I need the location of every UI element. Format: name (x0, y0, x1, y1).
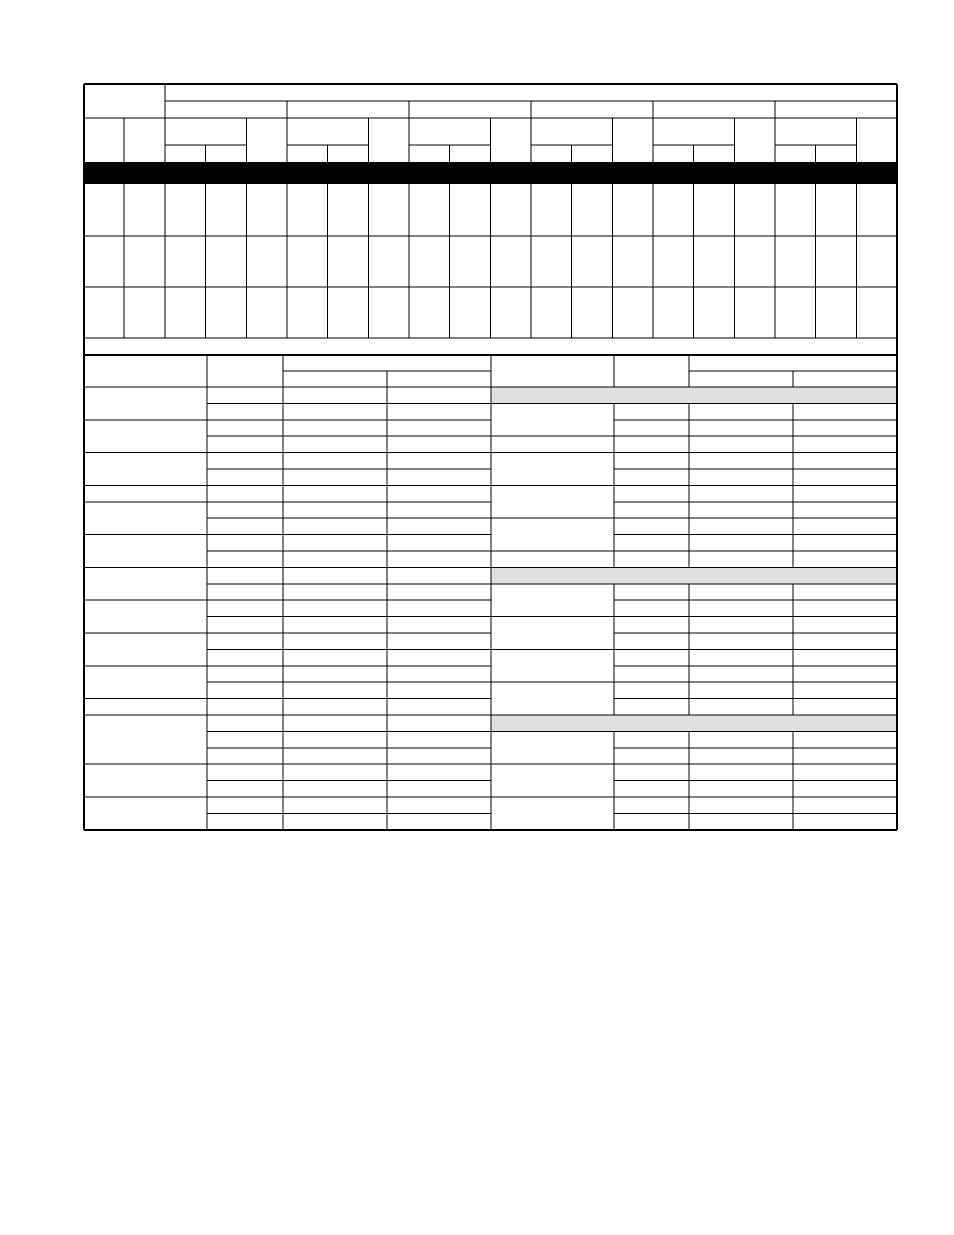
shaded-section-row (491, 715, 897, 731)
shaded-section-row (491, 567, 897, 583)
header-band (84, 162, 897, 184)
lower-table-grid (84, 355, 897, 830)
shaded-section-row (491, 387, 897, 403)
upper-table-grid (84, 84, 897, 355)
